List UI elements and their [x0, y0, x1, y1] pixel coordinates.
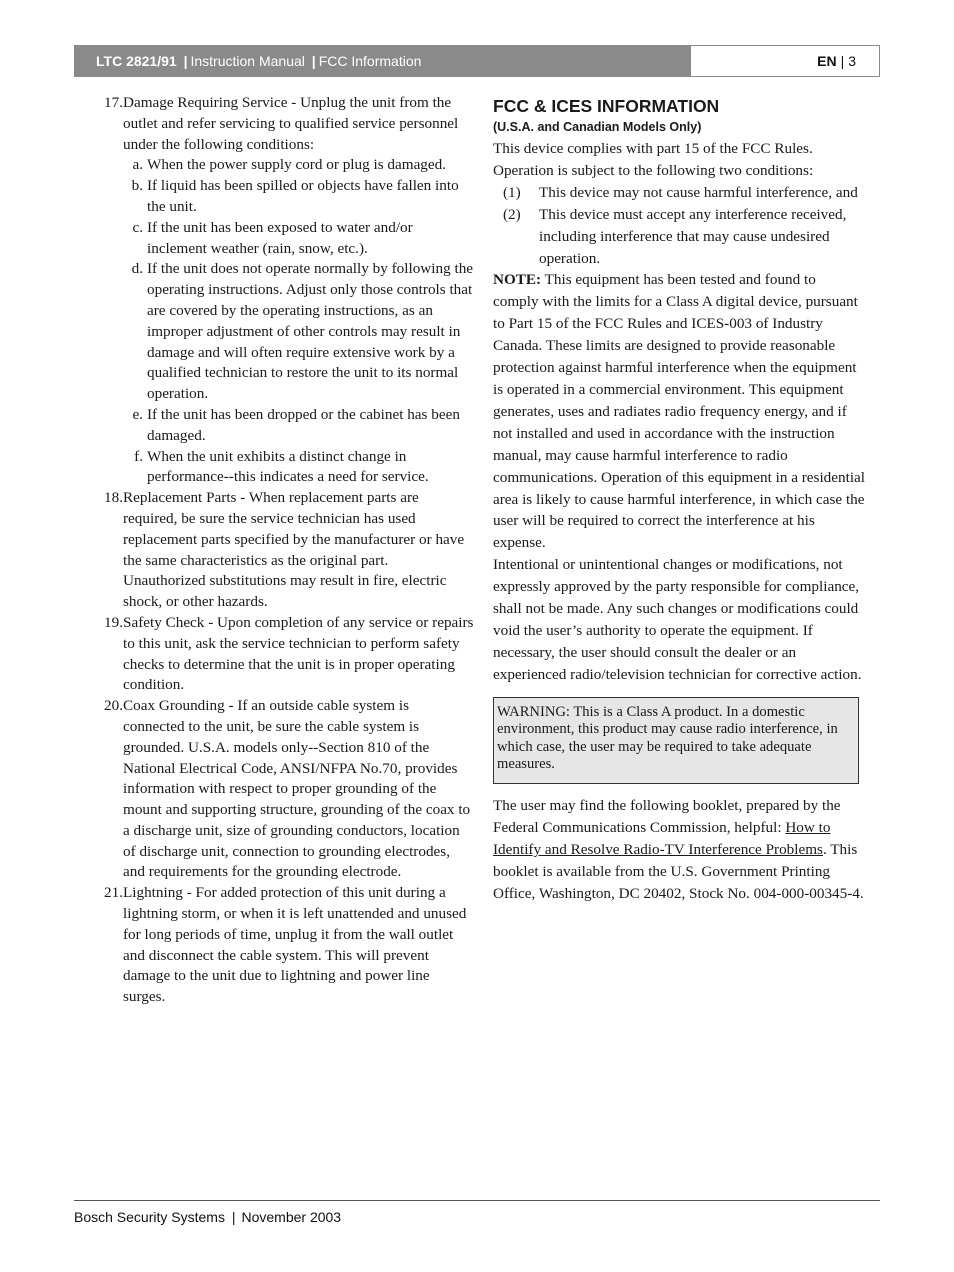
- sub-item: [123, 259, 474, 405]
- fcc-section: [493, 94, 865, 905]
- condition-text: This device must accept any interference received, including interference that may cause undesired operation.: [539, 205, 847, 267]
- header-title-bar: [74, 45, 690, 77]
- section-subheading: (U.S.A. and Canadian Models Only): [493, 120, 702, 134]
- warning-box: WARNING: This is a Class A product. In a domestic environment, this product may cause radio interference, in which case, the user may be required to take adequate measures.: [493, 697, 859, 784]
- footer-divider: [74, 1200, 880, 1201]
- page-header: [74, 45, 880, 77]
- sub-item-text: When the unit exhibits a distinct change in performance--this indicates a need for service.: [147, 447, 429, 486]
- sub-item-letter: c.: [132, 218, 143, 236]
- sub-item: [123, 176, 474, 218]
- note-label: NOTE:: [493, 271, 542, 289]
- note-paragraph: [493, 269, 865, 554]
- list-item: [96, 696, 474, 883]
- sub-item-text: If the unit has been exposed to water and/or inclement weather (rain, snow, etc.).: [147, 218, 413, 257]
- item-number: 18.: [104, 489, 123, 507]
- header-bar: |: [840, 53, 845, 69]
- item-text: Safety Check - Upon completion of any service or repairs to this unit, ask the service technician to perform safety checks to determine that the unit is in proper operating condition.: [123, 613, 474, 694]
- condition-number: (2): [503, 205, 521, 223]
- header-separator: |: [183, 53, 188, 69]
- sub-item-text: When the power supply cord or plug is damaged.: [147, 156, 447, 174]
- sub-item-letter: e.: [132, 405, 143, 423]
- list-item: [96, 93, 474, 488]
- item-number: 17.: [104, 94, 123, 111]
- publication-date: November 2003: [241, 1209, 342, 1225]
- changes-paragraph: Intentional or unintentional changes or modifications, not expressly approved by the party responsible for compliance, shall not be made. Any such changes or modifications could void the user’s authority to operate the equipment. If necessary, the user should consult the dealer or an experienced radio/television technician for corrective action.: [493, 556, 862, 683]
- sub-item-text: If the unit does not operate normally by following the operating instructions. Adjust only those controls that are covered by the operating instructions, as an improper adjustment of other controls may result in damage and will often require extensive work by a qualified technician to restore the unit to its normal operation.: [147, 260, 474, 403]
- sub-item: [123, 405, 474, 447]
- sub-item-letter: b.: [131, 177, 143, 195]
- item-text: Lightning - For added protection of this unit during a lightning storm, or when it is left unattended and unused for long periods of time, unplug it from the wall outlet and disconnect the cable system. This will prevent damage to the unit due to lightning and power line surges.: [123, 884, 467, 1006]
- manual-title: Instruction Manual: [190, 53, 305, 69]
- safety-instructions-list: [96, 93, 474, 1008]
- language-code: EN: [817, 53, 837, 69]
- section-title: FCC Information: [318, 53, 422, 69]
- header-page-box: [690, 45, 880, 77]
- condition-item: [493, 182, 865, 204]
- condition-item: [493, 204, 865, 270]
- item-text: Replacement Parts - When replacement parts are required, be sure the service technician has used replacement parts specified by the manufacturer or have the same characteristics as the original part. Unauthorized substitutions may result in fire, electric shock, or other hazards.: [123, 489, 465, 611]
- booklet-info: . This booklet is available from the U.S. Government Printing Office, Washington, DC 20402, Stock No. 004-000-00345-4.: [493, 840, 864, 902]
- booklet-title-link[interactable]: How to Identify and Resolve Radio-TV Interference Problems: [493, 818, 831, 858]
- page-number: 3: [848, 53, 856, 69]
- booklet-intro: The user may find the following booklet, prepared by the Federal Communications Commission, helpful:: [493, 797, 841, 836]
- sub-item-letter: f.: [134, 447, 143, 465]
- item-text: Coax Grounding - If an outside cable system is connected to the unit, be sure the cable system is grounded. U.S.A. models only--Section 810 of the National Electrical Code, ANSI/NFPA No.70, provides information with respect to proper grounding of the mount and supporting structure, grounding of the coax to a discharge unit, size of grounding conductors, location of discharge unit, connection to grounding electrodes, and requirements for the grounding electrode.: [123, 697, 471, 881]
- item-text: Damage Requiring Service - Unplug the unit from the outlet and refer servicing to qualified service personnel under the following conditions:: [123, 94, 459, 153]
- list-item: [96, 488, 474, 613]
- condition-number: (1): [503, 183, 521, 201]
- sub-item-text: If liquid has been spilled or objects have fallen into the unit.: [147, 177, 459, 215]
- item-number: 19.: [104, 613, 123, 631]
- sub-item-letter: a.: [132, 156, 143, 174]
- sub-item: [123, 155, 474, 176]
- note-text: This equipment has been tested and found to comply with the limits for a Class A digital device, pursuant to Part 15 of the FCC Rules and ICES-003 of Industry Canada. These limits are designed to provide reasonable protection against harmful interference when the equipment is operated in a commercial environment. This equipment generates, uses and radiates radio frequency energy, and if not installed and used in accordance with the instruction manual, may cause harmful interference to radio communications. Operation of this equipment in a residential area is likely to cause harmful interference, in which case the user will be required to correct the interference at his expense.: [493, 271, 866, 552]
- section-heading: FCC & ICES INFORMATION: [493, 96, 720, 116]
- page-footer: [74, 1209, 341, 1225]
- list-item: [96, 883, 474, 1008]
- sub-item: [123, 447, 474, 489]
- list-item: [96, 613, 474, 696]
- company-name: Bosch Security Systems: [74, 1209, 225, 1225]
- condition-text: This device may not cause harmful interference, and: [539, 183, 858, 201]
- footer-bar: |: [231, 1209, 236, 1225]
- sub-item: [123, 218, 474, 260]
- item-number: 20.: [104, 697, 123, 715]
- sub-item-letter: d.: [131, 260, 143, 278]
- header-separator: |: [311, 53, 316, 69]
- item-number: 21.: [104, 884, 123, 902]
- compliance-intro: This device complies with part 15 of the FCC Rules. Operation is subject to the following two conditions:: [493, 140, 814, 179]
- sub-item-text: If the unit has been dropped or the cabinet has been damaged.: [147, 405, 460, 444]
- model-number: LTC 2821/91: [96, 53, 177, 69]
- booklet-paragraph: [493, 795, 865, 905]
